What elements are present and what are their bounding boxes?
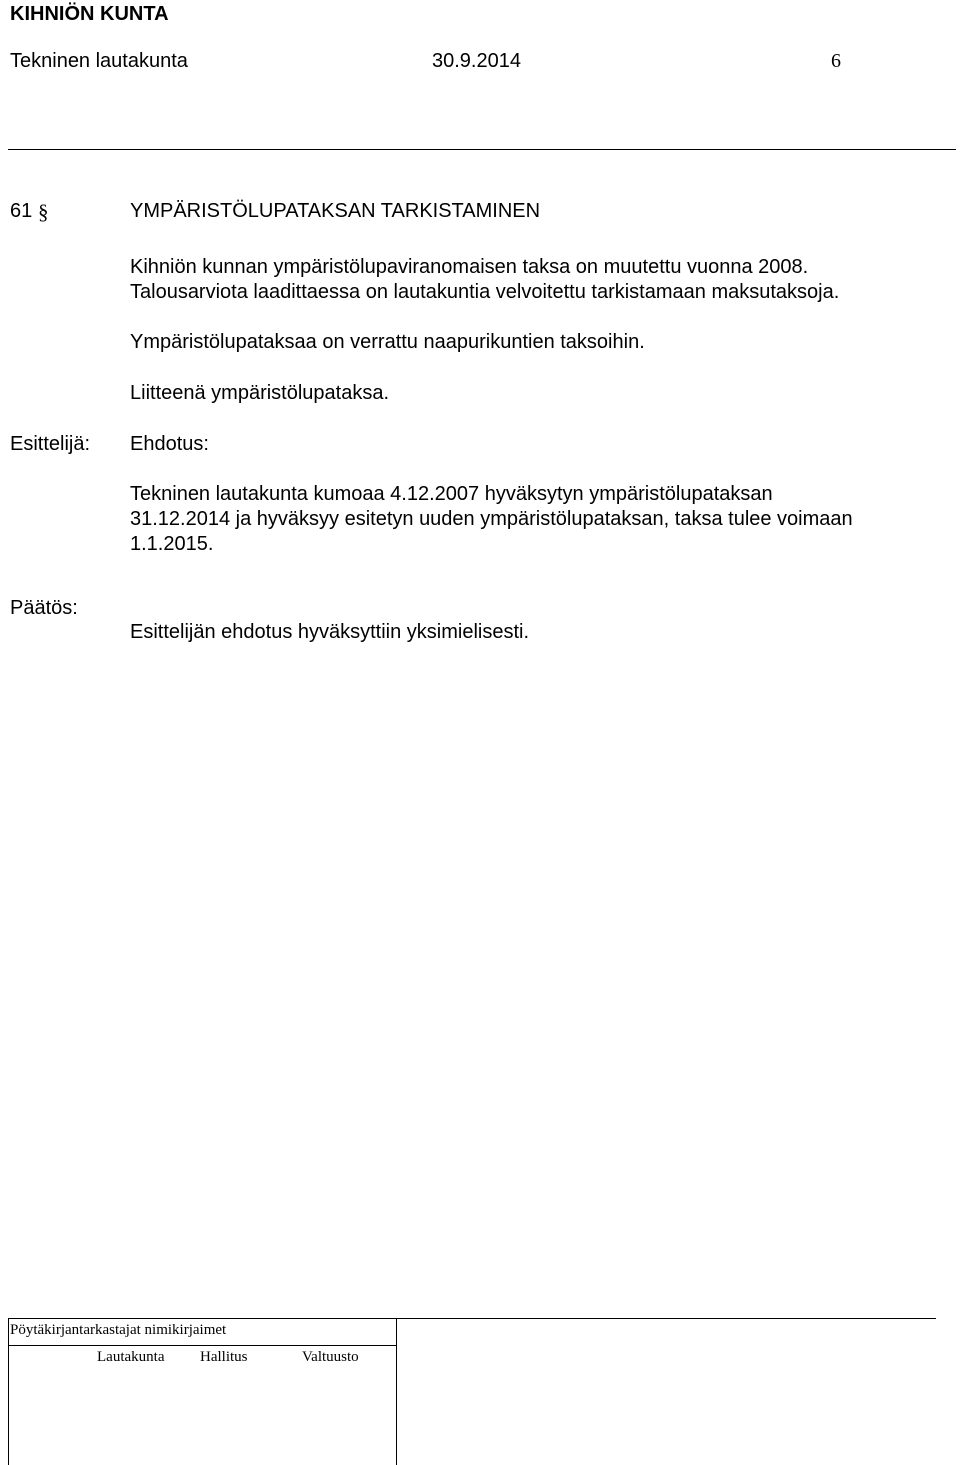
paragraph-line: Liitteenä ympäristölupataksa. <box>130 382 390 404</box>
footer-right-border <box>396 1318 397 1465</box>
footer-column-lautakunta: Lautakunta <box>97 1349 165 1365</box>
proposal-label: Ehdotus: <box>130 433 209 455</box>
header-divider <box>8 149 956 150</box>
section-symbol: § <box>38 200 49 224</box>
footer-title: Pöytäkirjantarkastajat nimikirjaimet <box>10 1322 227 1338</box>
meeting-date: 30.9.2014 <box>432 50 521 72</box>
footer-column-valtuusto: Valtuusto <box>302 1349 359 1365</box>
footer-mid-rule <box>8 1345 396 1346</box>
decision-label: Päätös: <box>10 597 78 619</box>
footer-top-rule <box>8 1318 936 1319</box>
footer-column-hallitus: Hallitus <box>200 1349 248 1365</box>
paragraph-line: Ympäristölupataksaa on verrattu naapurikuntien taksoihin. <box>130 331 645 353</box>
proposal-text-line: 1.1.2015. <box>130 533 214 555</box>
paragraph-line: Kihniön kunnan ympäristölupaviranomaisen taksa on muutettu vuonna 2008. <box>130 256 809 278</box>
footer-left-border <box>8 1318 9 1465</box>
decision-text: Esittelijän ehdotus hyväksyttiin yksimielisesti. <box>130 621 530 643</box>
presenter-label: Esittelijä: <box>10 433 91 455</box>
section-title: YMPÄRISTÖLUPATAKSAN TARKISTAMINEN <box>130 200 541 222</box>
organization-name: KIHNIÖN KUNTA <box>10 3 169 25</box>
paragraph-line: Talousarviota laadittaessa on lautakuntia velvoitettu tarkistamaan maksutaksoja. <box>130 281 840 303</box>
section-number: 61 <box>10 200 33 222</box>
page-number: 6 <box>831 50 841 72</box>
proposal-text-line: Tekninen lautakunta kumoaa 4.12.2007 hyväksytyn ympäristölupataksan <box>130 483 773 505</box>
proposal-text-line: 31.12.2014 ja hyväksyy esitetyn uuden ympäristölupataksan, taksa tulee voimaan <box>130 508 853 530</box>
committee-name: Tekninen lautakunta <box>10 50 188 72</box>
